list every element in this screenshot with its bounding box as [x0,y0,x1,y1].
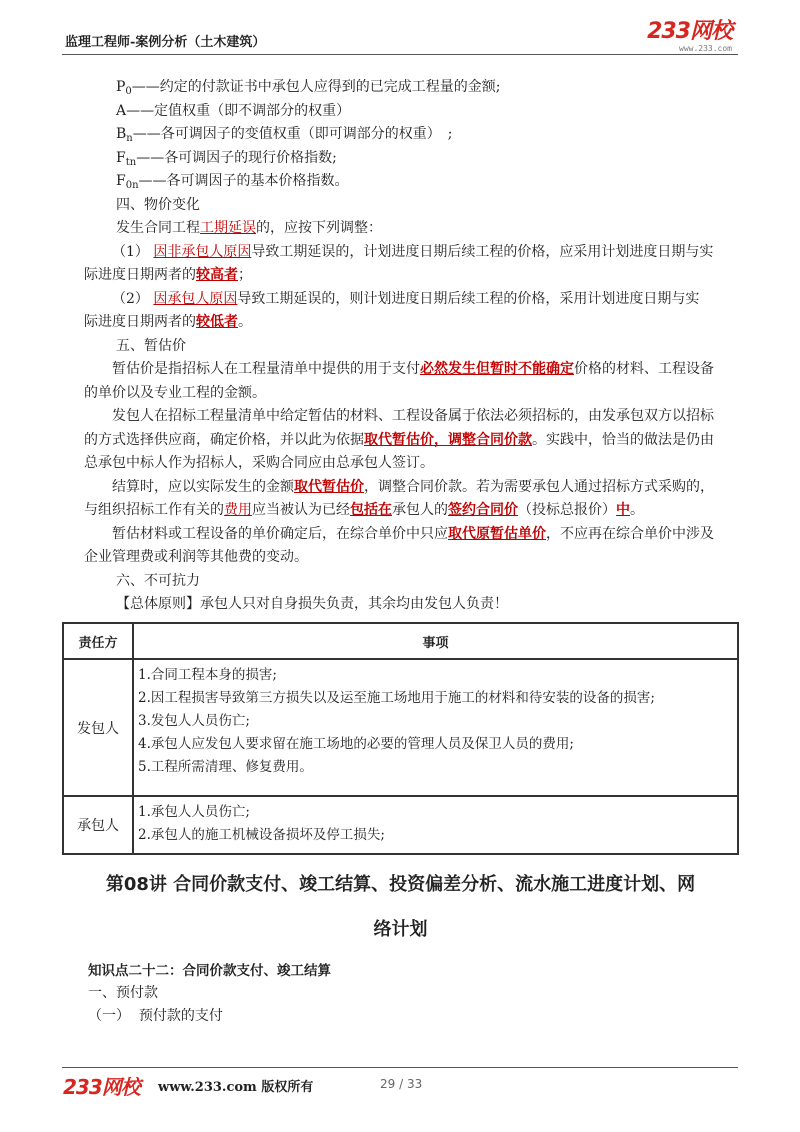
list-item: 2.因工程损害导致第三方损失以及运至施工场地用于施工的材料和待安装的设备的损害; [138,690,655,706]
table-header-items: 事项 [133,623,738,659]
subsection-heading: 一、预付款 [88,985,158,1001]
table-header-party: 责任方 [63,623,133,659]
footer-divider [62,1067,738,1068]
footer-logo: 233网校 [63,1075,140,1099]
section5-para4: 暂估材料或工程设备的单价确定后，在综合单价中只应取代原暂估单价，不应再在综合单价中涉及 企业管理费或利润等其他费的变动。 [84,525,714,565]
table-cell-party: 发包人 [63,659,133,796]
table-cell-party: 承包人 [63,796,133,854]
section4-intro: 发生合同工程工期延误的，应按下列调整： [116,220,382,236]
var-a: A——定值权重（即不调部分的权重） [116,102,351,119]
chapter-title-line2: 络计划 [373,919,428,940]
list-item: 1.承包人人员伤亡; [138,804,250,820]
list-item: 4.承包人应发包人要求留在施工场地的必要的管理人员及保卫人员的费用; [138,736,574,752]
section5-heading: 五、暂估价 [116,337,186,354]
section4-item2: （2） 因承包人原因导致工期延误的，则计划进度日期后续工程的价格，采用计划进度日期与实 际进度日期两者的较低者。 [84,290,700,330]
responsibility-table [62,622,739,855]
section6-principle: 【总体原则】承包人只对自身损失负责，其余均由发包人负责！ [116,596,508,612]
subsubsection-heading: （一） 预付款的支付 [88,1008,223,1024]
page-number: 29 / 33 [380,1077,423,1091]
header-divider [62,54,738,55]
knowledge-point-title: 知识点二十二：合同价款支付、竣工结算 [88,963,331,979]
header-doc-title: 监理工程师-案例分析（土木建筑） [65,35,266,50]
section5-para3: 结算时，应以实际发生的金额取代暂估价，调整合同价款。若为需要承包人通过招标方式采购的， 与组织招标工作有关的费用应当被认为已经包括在承包人的签约合同价（投标总报价）中。 [84,478,714,518]
var-f0n: $F_{0n}——$各可调因子的基本价格指数。 [116,173,349,191]
var-p0: $P_0——$约定的付款证书中承包人应得到的已完成工程量的金额; [116,79,501,97]
table-row [63,659,738,796]
header-logo-url: www.233.com [679,44,732,53]
section5-para1: 暂估价是指招标人在工程量清单中提供的用于支付必然发生但暂时不能确定价格的材料、工程设备 的单价以及专业工程的金额。 [84,361,714,401]
table-cell-items [133,659,738,796]
header-logo-text: 233网校 [647,19,732,44]
table-header-row [63,623,738,659]
footer-copyright: www.233.com 版权所有 [158,1080,314,1095]
var-ftn: $F_{tn}——$各可调因子的现行价格指数; [116,149,337,168]
section6-heading: 六、不可抗力 [116,572,200,589]
section5-para2: 发包人在招标工程量清单中给定暂估的材料、工程设备属于依法必须招标的，由发承包双方以招标 的方式选择供应商，确定价格，并以此为依据取代暂估价，调整合同价款。实践中，恰当的做法是仍由 总承包中标人作为招标人，采购合同应由总承包人签订。 [84,408,714,471]
list-item: 3.发包人人员伤亡; [138,713,250,729]
table-row [63,796,738,854]
header-logo [647,20,732,53]
section4-item1: （1） 因非承包人原因导致工期延误的，计划进度日期后续工程的价格，应采用计划进度日期与实 际进度日期两者的较高者； [84,243,714,283]
list-item: 5.工程所需清理、修复费用。 [138,759,313,775]
body-content [84,76,738,617]
list-item: 2.承包人的施工机械设备损坏及停工损失; [138,827,385,843]
section4-heading: 四、物价变化 [116,196,200,213]
table-cell-items [133,796,738,854]
chapter-title-line1: 第08讲 合同价款支付、竣工结算、投资偏差分析、流水施工进度计划、网 [105,874,696,895]
var-bn: $B_n——$各可调因子的变值权重（即可调部分的权重） ; [116,126,453,144]
list-item: 1.合同工程本身的损害; [138,667,277,683]
